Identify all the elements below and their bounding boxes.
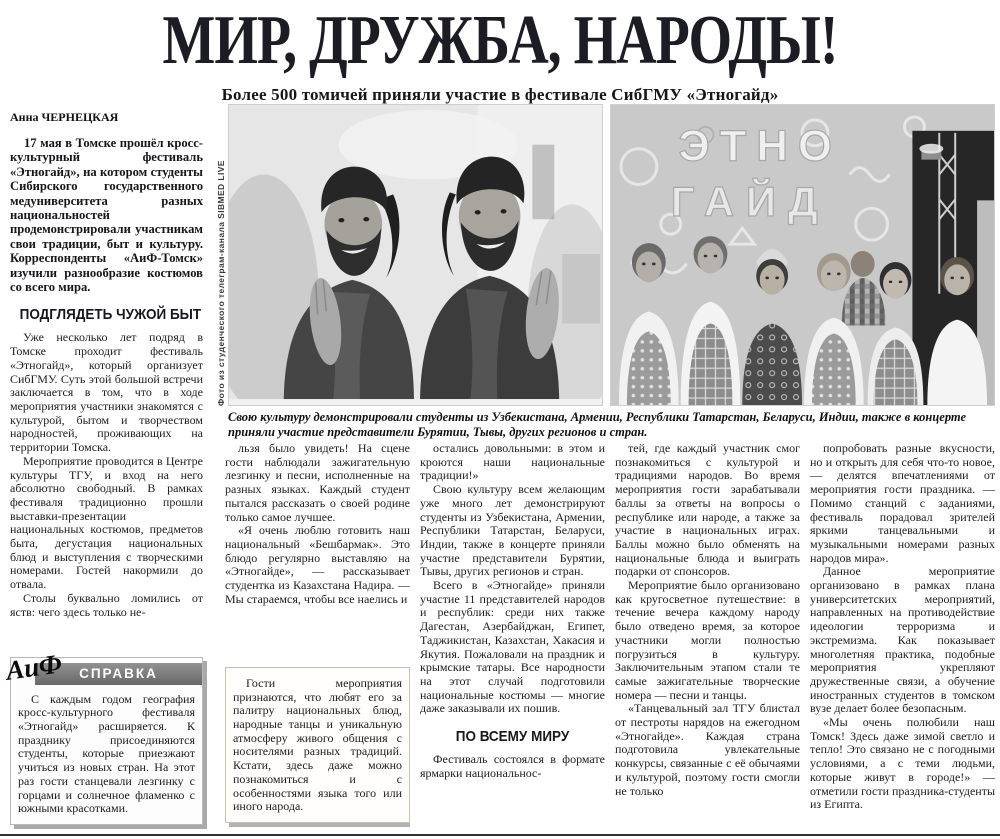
infobox-continuation-text: Гости мероприятия признаются, что любят его за палитру национальных блюд, народные танцы и уникальную атмосферу живого общения с носителями разных традиций. Кстати, здесь даже можно познакомиться и с особенностями языка того или иного народа.: [233, 675, 402, 814]
text-column-1: [4, 104, 203, 831]
right-area: [215, 104, 995, 831]
body-paragraph: льзя было увидеть! На сцене гости наблюдали зажигательную лезгинку и песни, исполненные на разных языках. Каждый студент пытался рассказать о своей родине только самое лучшее.: [225, 442, 410, 524]
body-paragraph: тей, где каждый участник смог познакомиться с культурой и традициями народов. Во время мероприятия гости зарабатывали баллы за ответы на вопросы о республике или народе, а также за участие в национальных играх. Баллы можно было обменять на национальные блюда и выиграть подарки от спонсоров.: [615, 442, 800, 579]
body-paragraph: остались довольными: в этом и кроются наши национальные традиции!»: [420, 442, 605, 483]
text-column-4: [615, 442, 800, 831]
photo-credit: Фото из студенческого телеграм-канала SIBMED LIVE: [216, 160, 226, 406]
lead-paragraph: 17 мая в Томске прошёл кросс-культурный фестиваль «Этногайд», на котором студенты Сибирского государственного медуниверситета разных национальностей продемонстрировали участникам свои традиции, быт и культуру. Корреспонденты «АиФ-Томск» изучили разнообразие костюмов со всего мира.: [10, 136, 203, 295]
body-paragraph: «Мы очень полюбили наш Томск! Здесь даже зимой светло и тепло! Это связано не с погодными условиями, а с теми людьми, которые живут в городе!» — отметили гости праздника-студенты из Египта.: [810, 715, 995, 812]
section-heading-1: ПОДГЛЯДЕТЬ ЧУЖОЙ БЫТ: [19, 306, 202, 324]
text-column-3: [420, 442, 605, 831]
wall-sign-line2: ГАЙД: [670, 178, 830, 226]
wall-sign-line1: ЭТНО: [678, 121, 842, 171]
festival-photo-men: [228, 104, 603, 406]
infobox-continuation: [225, 667, 410, 823]
bottom-rule: [0, 834, 1000, 836]
body-paragraph: Всего в «Этногайде» приняли участие 11 представителей народов и республик: среди них также Дагестан, Азербайджан, Египет, Таджикистан, Казахстан, Хакасия и Якутия. Пожаловали на праздник и крымские татары. Все народности на этот случай подготовили национальные костюмы — многие даже заказывали их пошив.: [420, 578, 605, 716]
photo-credit-strip: [215, 104, 228, 406]
body-paragraph: Данное мероприятие организовано в рамках плана университетских мероприятий, направленных на противодействие идеологии терроризма и экстремизма. Как показывает многолетняя практика, подобные мероприятия укрепляют дружественные связи, а обучение иностранных студентов в томском вузе делает более безопасным.: [810, 564, 995, 716]
body-paragraph: Свою культуру всем желающим уже много лет демонстрируют студенты из Узбекистана, Армении, Республики Татарстан, Беларуси, Индии, также в концерте приняли участие представители Бурятии, Тывы, других регионов и стран.: [420, 482, 605, 579]
subtitle: Более 500 томичей приняли участие в фестивале СибГМУ «Этногайд»: [221, 85, 779, 104]
infobox-spravka: [4, 647, 203, 825]
page-title: МИР, ДРУЖБА, НАРОДЫ!: [162, 2, 838, 80]
photo-group-illustration: [611, 105, 994, 405]
text-column-2: [225, 442, 410, 831]
section-heading-2: ПО ВСЕМУ МИРУ: [455, 728, 570, 746]
body-paragraph: Уже несколько лет подряд в Томске проходит фестиваль «Этногайд», который организует СибГМУ. Суть этой большой встречи заключается в том, что в ходе мероприятия участники знакомятся с культурой, бытом и творчеством народностей, проживающих на территории Томска.: [10, 330, 203, 455]
text-column-5: [810, 442, 995, 831]
infobox-text: С каждым годом география кросс-культурного фестиваля «Этногайд» расширяется. К празднику присоединяются студенты, которые приезжают учиться из новых стран. На этот раз гости станцевали лезгинку с горцами и солнечное фламенко с южными красотками.: [18, 691, 195, 816]
photo-caption: Свою культуру демонстрировали студенты из Узбекистана, Армении, Республики Татарстан, Беларуси, Индии, также в концерте приняли участие представители Бурятии, Тывы, других регионов и стран.: [228, 410, 967, 439]
byline: Анна ЧЕРНЕЦКАЯ: [10, 110, 119, 124]
body-paragraph: Столы буквально ломились от яств: чего здесь только не-: [10, 590, 203, 619]
body-paragraph: «Я очень люблю готовить наш национальный «Бешбармак». Это блюдо регулярно выставляю на «Этногайде», — рассказывает студентка из Казахстана Надира. — Мы стараемся, чтобы все наелись и: [225, 523, 410, 606]
article-body: [4, 104, 995, 831]
aif-logo: АиФ: [4, 647, 64, 686]
body-paragraph: Мероприятие проводится в Центре культуры ТГУ, и вход на него абсолютно свободный. В рамках фестиваля традиционно прошли выставки-презентации национальных костюмов, предметов быта, дегустация национальных блюд и выступления с творческими номерами. Гостей накормили до отвала.: [10, 453, 203, 592]
body-paragraph: Фестиваль состоялся в формате ярмарки национальнос-: [420, 752, 605, 780]
infobox-title: СПРАВКА: [35, 663, 202, 685]
photo-men-illustration: [229, 105, 602, 405]
festival-photo-group: [610, 104, 995, 406]
text-columns: [215, 442, 995, 831]
body-paragraph: попробовать разные вкусности, но и открыть для себя что-то новое, — делятся впечатлениями от мероприятия гости праздника. — Помимо станций с заданиями, фестиваль порадовал зрителей яркими танцевальными и музыкальными номерами разных народов мира».: [810, 442, 995, 565]
body-paragraph: Мероприятие было организовано как кругосветное путешествие: в течение вечера каждому народу было отведено время, за которое участники могли полностью погрузиться в культуру. Заключительным этапом стали те самые зажигательные творческие номера — песни и танцы.: [615, 578, 800, 702]
photos-row: [215, 104, 995, 406]
body-paragraph: «Танцевальный зал ТГУ блистал от пестроты нарядов на ежегодном «Этногайде». Каждая страна подготовила увлекательные конкурсы, связанные с её обычаями и культурой, поэтому гости смогли не только: [615, 701, 800, 798]
